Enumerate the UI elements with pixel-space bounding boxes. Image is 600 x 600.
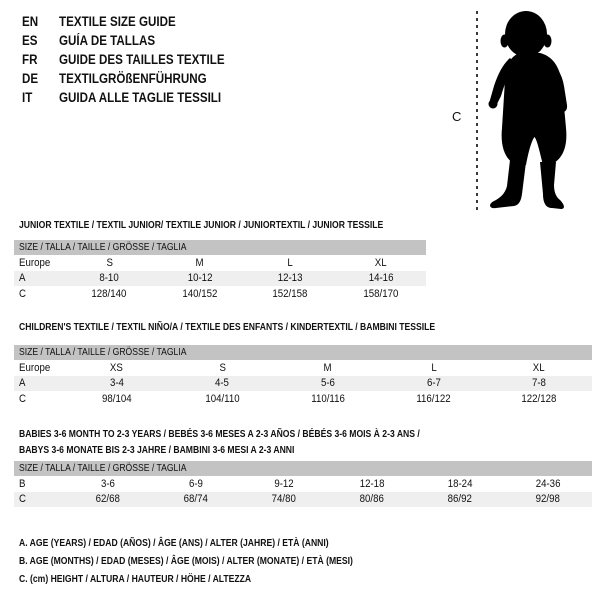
language-row [22, 12, 252, 31]
size-value-cell: 98/104 [101, 392, 132, 405]
size-value-cell: 140/152 [182, 287, 218, 300]
size-value-cell: 9-12 [274, 477, 294, 490]
children-table-title [19, 319, 527, 335]
babies-table-title [19, 426, 508, 458]
junior-table-title [19, 217, 463, 233]
row-label-cell: C [19, 287, 26, 300]
size-value-cell: 68/74 [183, 493, 209, 506]
size-header-bar: SIZE / TALLA / TAILLE / GRÖSSE / TAGLIA [14, 461, 592, 476]
size-value-cell: L [430, 361, 437, 374]
figure-area [452, 8, 600, 214]
height-measure-label: C [452, 109, 462, 124]
size-value-cell: 3-4 [109, 377, 124, 390]
language-row [22, 50, 252, 69]
table-row [14, 360, 592, 376]
size-value-cell: 80/86 [359, 493, 385, 506]
row-label-cell: Europe [19, 361, 51, 374]
title-line: BABIES 3-6 MONTH TO 2-3 YEARS / BEBÉS 3-6 MESES A 2-3 AÑOS / BÉBÉS 3-6 MOIS À 2-3 ANS / [19, 428, 420, 440]
size-value-cell: 5-6 [320, 377, 335, 390]
title-line: BABYS 3-6 MONATE BIS 2-3 JAHRE / BAMBINI 3-6 MESI A 2-3 ANNI [19, 444, 295, 456]
size-value-cell: 24-36 [535, 477, 561, 490]
title-line: JUNIOR TEXTILE / TEXTIL JUNIOR/ TEXTILE JUNIOR / JUNIORTEXTIL / JUNIOR TESSILE [19, 219, 384, 231]
language-title: GUIDE DES TAILLES TEXTILE [59, 52, 225, 67]
size-value-cell: 122/128 [521, 392, 557, 405]
size-value-cell: 86/92 [447, 493, 473, 506]
table-row [14, 255, 426, 271]
language-title: TEXTILGRÖßENFÜHRUNG [59, 71, 207, 86]
language-title: GUÍA DE TALLAS [59, 33, 156, 48]
size-value-cell: 6-9 [189, 477, 203, 490]
language-code: IT [22, 90, 33, 105]
size-value-cell: 8-10 [99, 272, 119, 285]
size-value-cell: S [219, 361, 226, 374]
footnote-c: C. (cm) HEIGHT / ALTURA / HAUTEUR / HÖHE / ALTEZZA [19, 573, 252, 585]
table-row [14, 476, 592, 492]
size-header-bar: SIZE / TALLA / TAILLE / GRÖSSE / TAGLIA [14, 240, 426, 255]
language-title: GUIDA ALLE TAGLIE TESSILI [59, 90, 222, 105]
size-value-cell: XL [533, 361, 546, 374]
footnote-b: B. AGE (MONTHS) / EDAD (MESES) / ÂGE (MOIS) / ALTER (MONATE) / ETÀ (MESI) [19, 555, 353, 567]
table-row [14, 271, 426, 287]
language-row [22, 88, 252, 107]
size-value-cell: 4-5 [215, 377, 230, 390]
toddler-silhouette-figure [488, 8, 594, 213]
size-value-cell: 14-16 [368, 272, 394, 285]
babies-size-table [14, 461, 592, 507]
language-code: FR [22, 52, 38, 67]
language-title: TEXTILE SIZE GUIDE [59, 14, 176, 29]
size-value-cell: 152/158 [272, 287, 308, 300]
size-value-cell: 92/98 [535, 493, 561, 506]
row-label-cell: C [19, 392, 26, 405]
size-value-cell: 116/122 [416, 392, 451, 405]
size-value-cell: 3-6 [101, 477, 115, 490]
size-value-cell: M [323, 361, 333, 374]
language-code: ES [22, 33, 38, 48]
size-value-cell: 12-18 [359, 477, 385, 490]
table-row [14, 286, 426, 302]
size-header-bar: SIZE / TALLA / TAILLE / GRÖSSE / TAGLIA [14, 345, 592, 360]
language-row [22, 69, 252, 88]
language-row [22, 31, 252, 50]
size-value-cell: 128/140 [91, 287, 127, 300]
height-measure-dotted-line [476, 11, 478, 210]
footnote-a: A. AGE (YEARS) / EDAD (AÑOS) / ÂGE (ANS) / ALTER (JAHRE) / ETÀ (ANNI) [19, 537, 329, 549]
row-label-cell: B [19, 477, 26, 490]
table-row [14, 391, 592, 407]
size-value-cell: 12-13 [277, 272, 303, 285]
size-value-cell: M [195, 256, 204, 269]
row-label-cell: C [19, 493, 26, 506]
size-value-cell: 7-8 [532, 377, 547, 390]
size-value-cell: 10-12 [187, 272, 213, 285]
size-value-cell: 74/80 [271, 493, 297, 506]
footnotes [19, 534, 426, 588]
children-size-table [14, 345, 592, 407]
size-value-cell: 6-7 [426, 377, 441, 390]
size-value-cell: XS [110, 361, 124, 374]
size-value-cell: 62/68 [95, 493, 121, 506]
size-value-cell: L [287, 256, 293, 269]
row-label-cell: A [19, 272, 26, 285]
size-value-cell: 158/170 [363, 287, 399, 300]
table-row [14, 492, 592, 508]
title-line: CHILDREN'S TEXTILE / TEXTIL NIÑO/A / TEXTILE DES ENFANTS / KINDERTEXTIL / BAMBINI TESSILE [19, 321, 436, 333]
row-label-cell: Europe [19, 256, 51, 269]
language-list [22, 12, 252, 107]
size-value-cell: XL [374, 256, 387, 269]
table-row [14, 376, 592, 392]
size-value-cell: 104/110 [205, 392, 240, 405]
size-value-cell: S [106, 256, 113, 269]
language-code: EN [22, 14, 39, 29]
language-code: DE [22, 71, 39, 86]
size-value-cell: 110/116 [311, 392, 345, 405]
junior-size-table [14, 240, 426, 302]
size-value-cell: 18-24 [447, 477, 473, 490]
row-label-cell: A [19, 377, 26, 390]
